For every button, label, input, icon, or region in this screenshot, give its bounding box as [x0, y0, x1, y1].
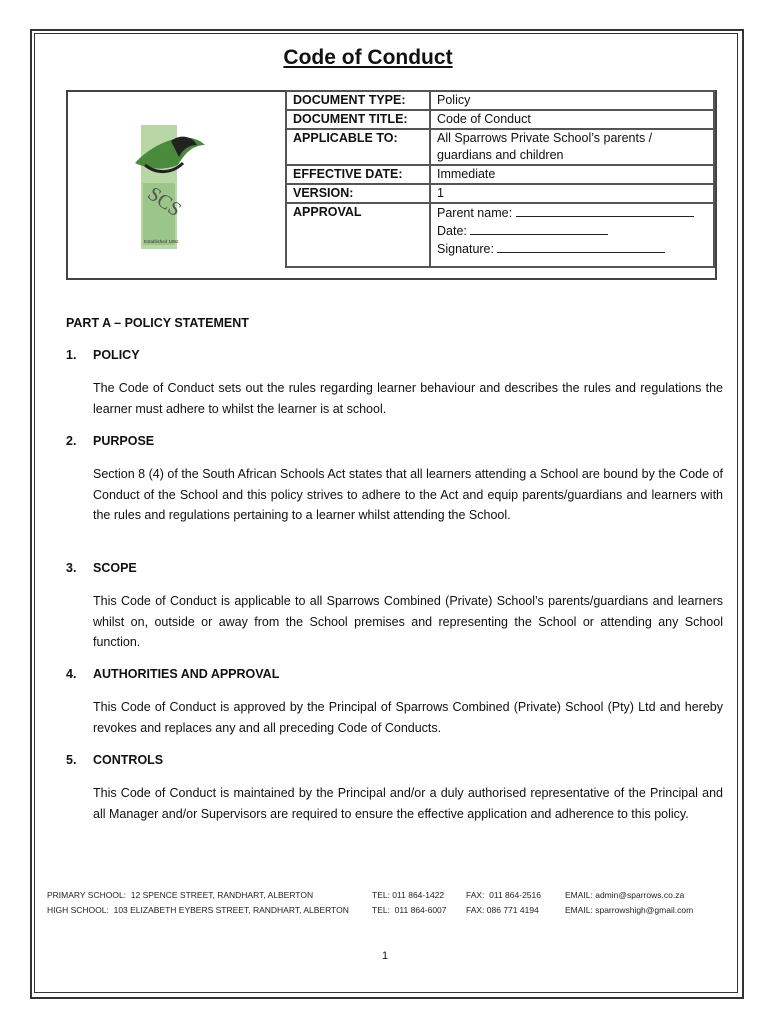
- section-number: 4.: [66, 667, 77, 681]
- info-row: [286, 165, 714, 184]
- footer-faxes: [466, 888, 541, 918]
- info-row: [286, 184, 714, 203]
- section-title: SCOPE: [93, 561, 137, 575]
- signature-label: Signature:: [437, 242, 494, 256]
- document-info-table: [285, 90, 715, 268]
- approval-row: [286, 203, 714, 267]
- footer-tel-primary: TEL: 011 864-1422: [372, 890, 445, 900]
- section-title: PURPOSE: [93, 434, 155, 448]
- info-value: All Sparrows Private School’s parents / guardians and children: [430, 129, 714, 165]
- parent-name-field[interactable]: [437, 204, 707, 222]
- info-label: DOCUMENT TYPE:: [286, 91, 430, 110]
- approval-fields: [430, 203, 714, 267]
- parent-name-label: Parent name:: [437, 206, 513, 220]
- footer-email-high[interactable]: EMAIL: sparrowshigh@gmail.com: [565, 905, 694, 915]
- info-value: Policy: [430, 91, 714, 110]
- footer-emails: [565, 888, 693, 918]
- section-body: The Code of Conduct sets out the rules regarding learner behaviour and describes the rules and regulations the learner must adhere to whilst the learner is at school.: [93, 381, 723, 416]
- parent-name-line[interactable]: [516, 204, 694, 217]
- section-body: This Code of Conduct is approved by the Principal of Sparrows Combined (Private) School (Pty) Ltd and hereby revokes and replaces any and all preceding Code of Conducts.: [93, 700, 723, 735]
- footer-email-primary[interactable]: EMAIL: admin@sparrows.co.za: [565, 890, 685, 900]
- school-logo: [133, 123, 213, 251]
- date-field[interactable]: [437, 222, 707, 240]
- info-row: [286, 110, 714, 129]
- info-value: 1: [430, 184, 714, 203]
- section-title: CONTROLS: [93, 753, 164, 767]
- date-label: Date:: [437, 224, 467, 238]
- footer-tel-high: TEL: 011 864-6007: [372, 905, 447, 915]
- part-a-heading: PART A – POLICY STATEMENT: [66, 316, 249, 330]
- info-label: APPLICABLE TO:: [286, 129, 430, 165]
- info-label: VERSION:: [286, 184, 430, 203]
- signature-line[interactable]: [497, 240, 665, 253]
- page-number: 1: [381, 950, 389, 962]
- date-line[interactable]: [470, 222, 608, 235]
- signature-field[interactable]: [437, 240, 707, 258]
- section-title: POLICY: [93, 348, 140, 362]
- footer-fax-high: FAX: 086 771 4194: [466, 905, 539, 915]
- logo-letters: SCS: [143, 182, 186, 222]
- footer-fax-primary: FAX: 011 864-2516: [466, 890, 541, 900]
- section-number: 5.: [66, 753, 77, 767]
- info-row: [286, 129, 714, 165]
- info-value: Immediate: [430, 165, 714, 184]
- info-value: Code of Conduct: [430, 110, 714, 129]
- section-body: Section 8 (4) of the South African Schools Act states that all learners attending a School are bound by the Code of Conduct of the School and this policy strives to adhere to the Act and equip parents/guardians and learners with the rules and regulations pertaining to a learner whilst attending the School.: [93, 467, 723, 522]
- section-heading: [66, 434, 154, 448]
- section-heading: [66, 348, 140, 362]
- approval-label: APPROVAL: [286, 203, 430, 267]
- footer-primary-address: PRIMARY SCHOOL: 12 SPENCE STREET, RANDHART, ALBERTON: [47, 890, 314, 900]
- section-heading: [66, 561, 137, 575]
- footer-high-address: HIGH SCHOOL: 103 ELIZABETH EYBERS STREET, RANDHART, ALBERTON: [47, 905, 349, 915]
- section-number: 3.: [66, 561, 77, 575]
- section-body: This Code of Conduct is maintained by the Principal and/or a duly authorised representative of the Principal and all Manager and/or Supervisors are required to ensure the effective application and adherence to this policy.: [93, 786, 723, 821]
- document-title: Code of Conduct: [283, 46, 453, 69]
- info-row: [286, 91, 714, 110]
- info-label: EFFECTIVE DATE:: [286, 165, 430, 184]
- info-label: DOCUMENT TITLE:: [286, 110, 430, 129]
- section-body: This Code of Conduct is applicable to all Sparrows Combined (Private) School’s parents/guardians and learners whilst on, outside or away from the School premises and representing the School or attending any School function.: [93, 594, 723, 649]
- section-title: AUTHORITIES AND APPROVAL: [93, 667, 280, 681]
- section-number: 2.: [66, 434, 77, 448]
- section-number: 1.: [66, 348, 77, 362]
- footer-telephones: [372, 888, 447, 918]
- footer-addresses: [47, 888, 349, 918]
- logo-established: Established 1992: [144, 239, 179, 244]
- section-heading: [66, 753, 163, 767]
- section-heading: [66, 667, 279, 681]
